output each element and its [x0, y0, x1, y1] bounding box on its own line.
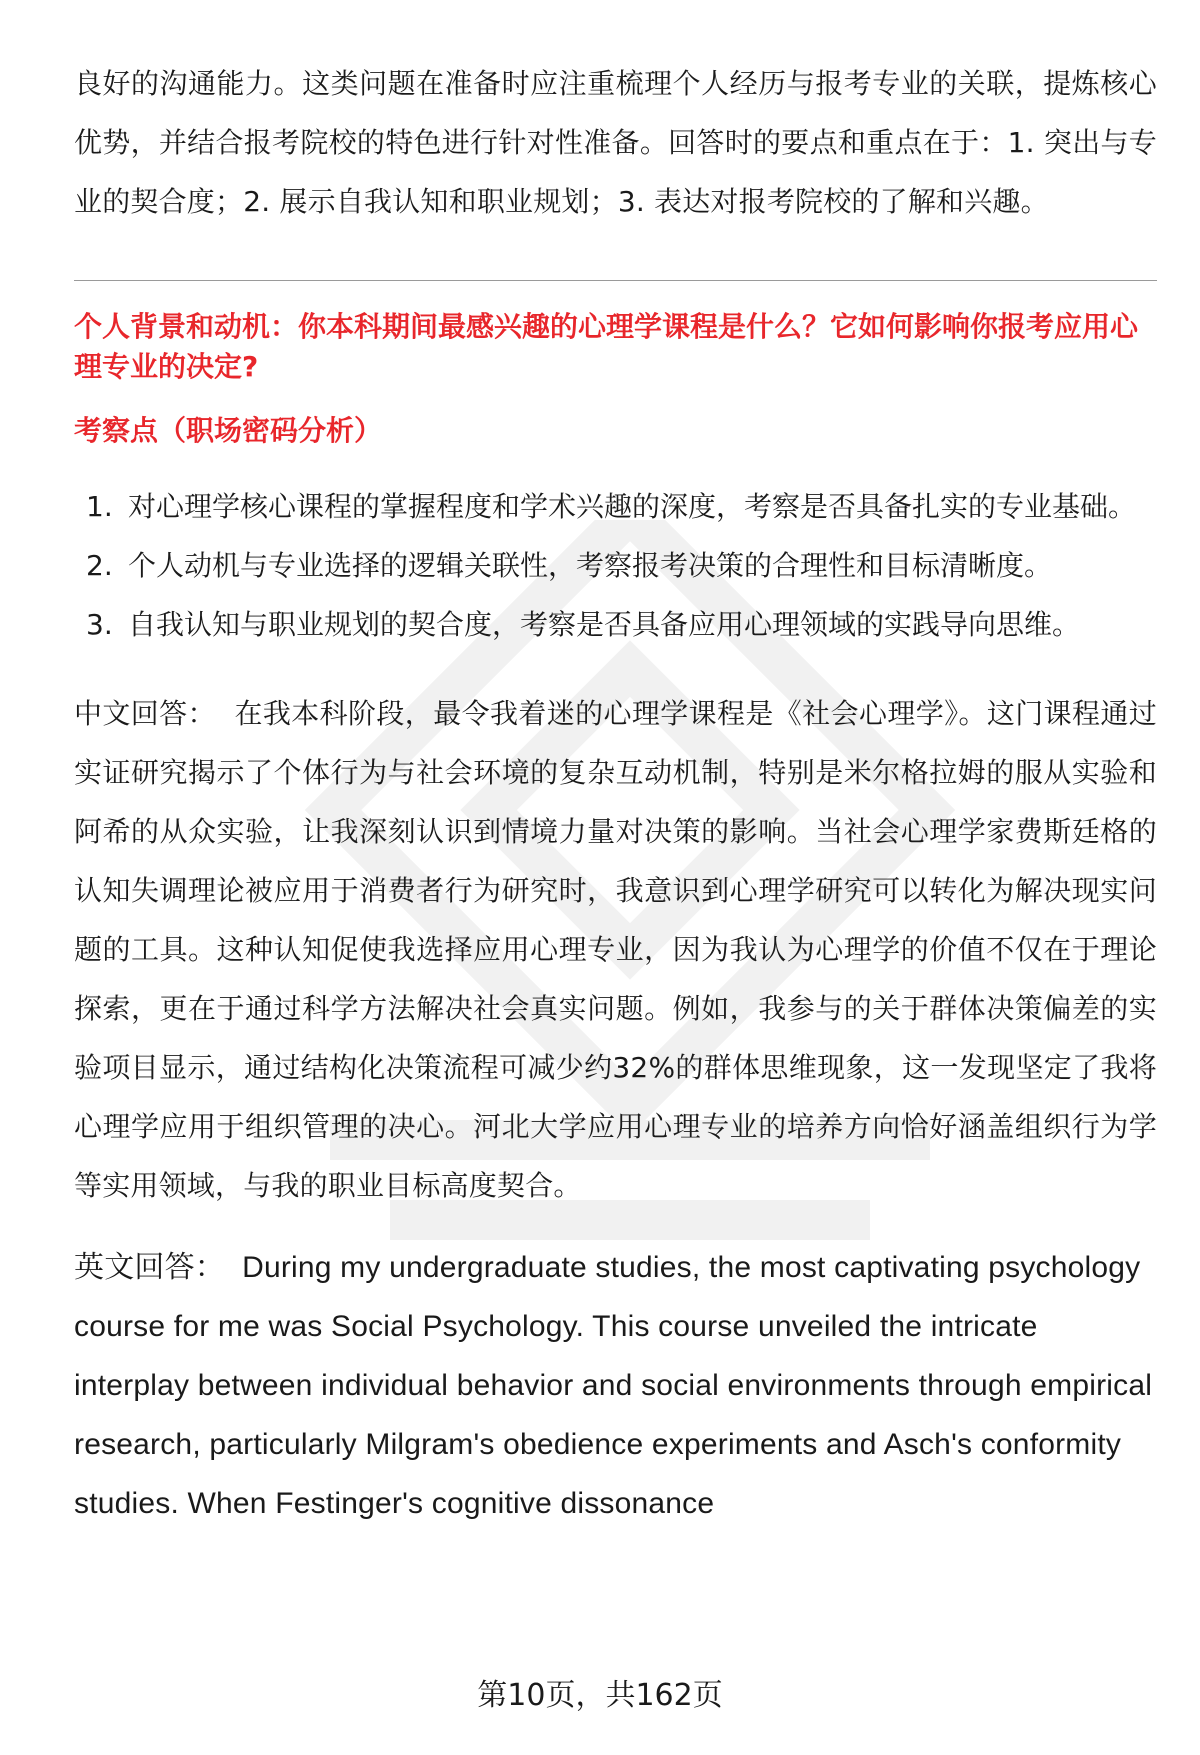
- list-item-text: 自我认知与职业规划的契合度，考察是否具备应用心理领域的实践导向思维。: [128, 608, 1081, 641]
- assessment-heading: 考察点（职场密码分析）: [74, 414, 383, 447]
- list-item-number: 1.: [86, 490, 113, 523]
- chinese-answer-label: 中文回答：: [74, 697, 216, 730]
- list-item: [74, 536, 1157, 595]
- chinese-answer-text: 在我本科阶段，最令我着迷的心理学课程是《社会心理学》。这门课程通过实证研究揭示了个体行为与社会环境的复杂互动机制，特别是米尔格拉姆的服从实验和阿希的从众实验，让我深刻认识到情境力量对决策的影响。当社会心理学家费斯廷格的认知失调理论被应用于消费者行为研究时，我意识到心理学研究可以转化为解决现实问题的工具。这种认知促使我选择应用心理专业，因为我认为心理学的价值不仅在于理论探索，更在于通过科学方法解决社会真实问题。例如，我参与的关于群体决策偏差的实验项目显示，通过结构化决策流程可减少约32%的群体思维现象，这一发现坚定了我将心理学应用于组织管理的决心。河北大学应用心理专业的培养方向恰好涵盖组织行为学等实用领域，与我的职业目标高度契合。: [74, 697, 1157, 1202]
- section-divider: [74, 280, 1157, 281]
- list-item: [74, 477, 1157, 536]
- document-page: [74, 54, 1157, 1556]
- question-heading: 个人背景和动机：你本科期间最感兴趣的心理学课程是什么？它如何影响你报考应用心理专业的决定?: [74, 310, 1139, 383]
- chinese-answer: [74, 684, 1157, 1215]
- assessment-list: [74, 477, 1157, 654]
- english-answer-text: During my undergraduate studies, the most captivating psychology course for me was Social Psychology. This course unveiled the intricate interplay between individual behavior and social environments through empirical research, particularly Milgram's obedience experiments and Asch's conformity studies. When Festinger's cognitive dissonance: [74, 1251, 1153, 1520]
- english-answer: [74, 1238, 1157, 1533]
- list-item-number: 3.: [86, 608, 113, 641]
- list-item: [74, 595, 1157, 654]
- english-answer-label: 英文回答：: [74, 1251, 225, 1284]
- intro-paragraph: 良好的沟通能力。这类问题在准备时应注重梳理个人经历与报考专业的关联，提炼核心优势，并结合报考院校的特色进行针对性准备。回答时的要点和重点在于：1. 突出与专业的契合度；2. 展示自我认知和职业规划；3. 表达对报考院校的了解和兴趣。: [74, 67, 1157, 218]
- list-item-text: 对心理学核心课程的掌握程度和学术兴趣的深度，考察是否具备扎实的专业基础。: [128, 490, 1137, 523]
- list-item-number: 2.: [86, 549, 113, 582]
- list-item-text: 个人动机与专业选择的逻辑关联性，考察报考决策的合理性和目标清晰度。: [128, 549, 1053, 582]
- page-footer: 第10页，共162页: [477, 1678, 723, 1713]
